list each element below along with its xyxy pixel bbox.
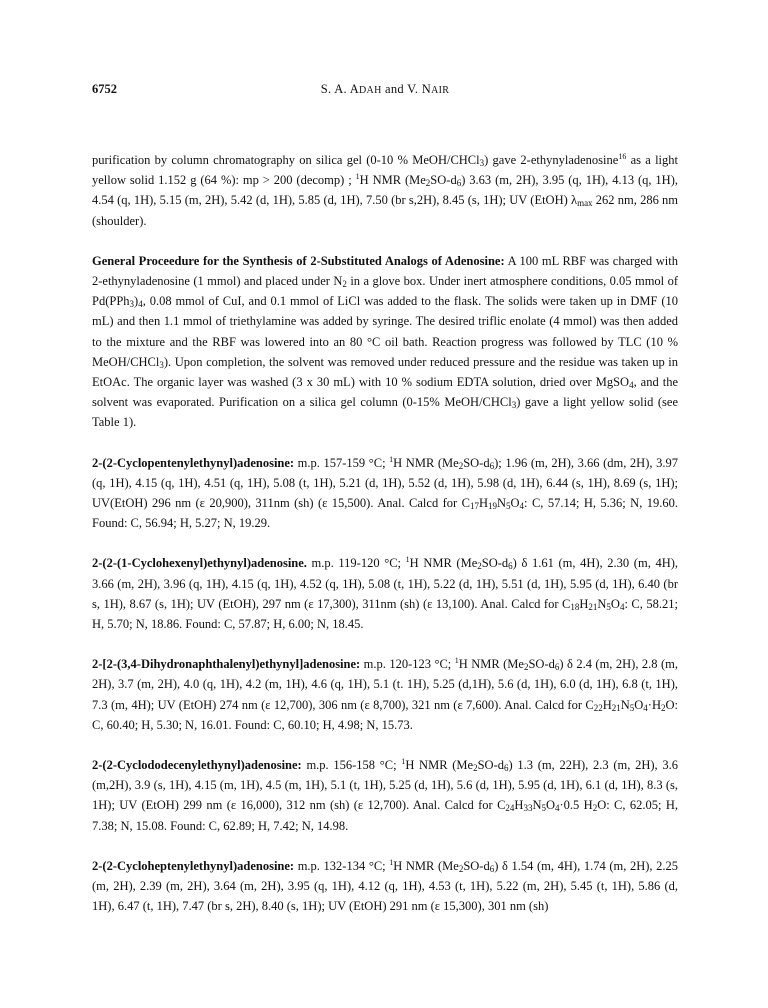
paragraph-cyclododecenylethynyl-adenosine: 2-(2-Cyclododecenylethynyl)adenosine: m.p. 156-158 °C; $^1$H NMR $(Me_2SO-d_6)$ 1.3 (m, 22H), 2.3 (m, 2H), 3.6 (m,2H), 3.9 (s, 1H), 4.15 (m, 1H), 4.5 (m, 1H), 5.1 (t, 1H), 5.25 (d, 1H), 5.6 (d, 1H), 5.95 (d, 1H), 6.1 (d, 1H), 8.3 (s, 1H); UV (EtOH) 299 nm (ε 16,000), 312 nm (sh) (ε 12,700). Anal. Calcd for $C_{24}H_{33}N_5O_4\cdot 0.5$ $H_2O$: C, 62.05; H, 7.38; N, 15.08. Found: C, 62.89; H, 7.42; N, 14.98. xyxy=(92,757,678,833)
paragraph-ethynyladenosine-purification: purification by column chromatography on silica gel (0-10 % MeOH/CHCl$_3$) gave 2-ethynyladenosine$^{16}$ as a light yellow solid 1.152 g (64 %): mp > 200 (decomp) ; $^1$H NMR $(Me_2SO-d_6)$ 3.63 (m, 2H), 3.95 (q, 1H), 4.13 (q, 1H), 4.54 (q, 1H), 5.15 (m, 2H), 5.42 (d, 1H), 5.85 (d, 1H), 7.50 (br s,2H), 8.45 (s, 1H); UV (EtOH) $\lambda_{max}$ 262 nm, 286 nm (shoulder). xyxy=(92,152,679,228)
compound-title: 2-(2-Cyclododecenylethynyl)adenosine: xyxy=(92,758,302,773)
paragraph-dihydronaphthalenylethynyl-adenosine: 2-[2-(3,4-Dihydronaphthalenyl)ethynyl]adenosine: m.p. 120-123 °C; $^1$H NMR $(Me_2SO-d_6)$ δ 2.4 (m, 2H), 2.8 (m, 2H), 3.7 (m, 2H), 4.0 (q, 1H), 4.2 (m, 1H), 4.6 (q, 1H), 5.1 (t. 1H), 5.25 (d,1H), 5.6 (d, 1H), 6.0 (d, 1H), 6.8 (t, 1H), 7.3 (m, 4H); UV (EtOH) 274 nm (ε 12,700), 306 nm (ε 8,700), 321 nm (ε 7,600). Anal. Calcd for $C_{22}H_{21}N_5O_4\cdot H_2O$: C, 60.40; H, 5.30; N, 16.01. Found: C, 60.10; H, 4.98; N, 15.73. xyxy=(92,656,678,732)
section-title: General Proceedure for the Synthesis of 2-Substituted Analogs of Adenosine: xyxy=(92,253,505,268)
compound-title: 2-(2-(1-Cyclohexenyl)ethynyl)adenosine. xyxy=(92,556,307,571)
article-body xyxy=(92,150,678,917)
compound-title: 2-[2-(3,4-Dihydronaphthalenyl)ethynyl]adenosine: xyxy=(92,657,361,672)
paragraph-cyclohexenylethynyl-adenosine: 2-(2-(1-Cyclohexenyl)ethynyl)adenosine. m.p. 119-120 °C; $^1$H NMR $(Me_2SO-d_6)$ δ 1.61 (m, 4H), 2.30 (m, 4H), 3.66 (m, 2H), 3.96 (q, 1H), 4.15 (q, 1H), 4.52 (q, 1H), 5.08 (t, 1H), 5.22 (d, 1H), 5.51 (d, 1H), 5.95 (d, 1H), 6.40 (br s, 1H), 8.67 (s, 1H); UV (EtOH), 297 nm (ε 17,300), 311nm (sh) (ε 13,100). Anal. Calcd for $C_{18}H_{21}N_5O_4$: C, 58.21; H, 5.70; N, 18.86. Found: C, 57.87; H, 6.00; N, 18.45. xyxy=(92,555,679,632)
compound-title: 2-(2-Cycloheptenylethynyl)adenosine: xyxy=(92,858,295,873)
paragraph-cycloheptenylethynyl-adenosine: 2-(2-Cycloheptenylethynyl)adenosine: m.p. 132-134 °C; $^1$H NMR $(Me_2SO-d_6)$ δ 1.54 (m, 4H), 1.74 (m, 2H), 2.25 (m, 2H), 2.39 (m, 2H), 3.64 (m, 2H), 3.95 (q, 1H), 4.12 (q, 1H), 4.53 (t, 1H), 5.22 (m, 2H), 5.45 (t, 1H), 5.86 (d, 1H), 6.47 (t, 1H), 7.47 (br s, 2H), 8.40 (s, 1H); UV (EtOH) 291 nm (ε 15,300), 301 nm (sh) xyxy=(92,857,678,914)
page-number: 6752 xyxy=(92,82,117,96)
compound-title: 2-(2-Cyclopentenylethynyl)adenosine: xyxy=(92,455,295,470)
reference-marker: 16 xyxy=(618,152,627,161)
paragraph-cyclopentenylethynyl-adenosine: 2-(2-Cyclopentenylethynyl)adenosine: m.p. 157-159 °C; $^1$H NMR $(Me_2SO-d_6)$; 1.96 (m, 2H), 3.66 (dm, 2H), 3.97 (q, 1H), 4.15 (q, 1H), 4.51 (q, 1H), 5.08 (t, 1H), 5.21 (d, 1H), 5.52 (d, 1H), 5.98 (d, 1H), 6.44 (s, 1H), 8.69 (s, 1H); UV(EtOH) 296 nm (ε 20,900), 311nm (sh) (ε 15,500). Anal. Calcd for $C_{17}H_{19}N_5O_4$: C, 57.14; H, 5.36; N, 19.60. Found: C, 56.94; H, 5.27; N, 19.29. xyxy=(92,454,678,531)
paragraph-general-procedure: General Proceedure for the Synthesis of 2-Substituted Analogs of Adenosine: A 100 mL RBF was charged with 2-ethynyladenosine (1 mmol) and placed under $N_2$ in a glove box. Under inert atmosphere conditions, 0.05 mmol of $Pd(PPh_3)_4$, 0.08 mmol of CuI, and 0.1 mmol of LiCl was added to the flask. The solids were taken up in DMF (10 mL) and then 1.1 mmol of triethylamine was added by syringe. The desired triflic enolate (4 mmol) was then added to the mixture and the RBF was lowered into an 80 °C oil bath. Reaction progress was followed by TLC (10 % MeOH/CHCl$_3$). Upon completion, the solvent was removed under reduced pressure and the residue was taken up in EtOAc. The organic layer was washed (3 x 30 mL) with 10 % sodium EDTA solution, dried over MgSO$_4$, and the solvent was evaporated. Purification on a silica gel column (0-15% MeOH/CHCl$_3$) gave a light yellow solid (see Table 1). xyxy=(92,253,679,430)
running-head-authors: S. A. ADAH and V. NAIR xyxy=(320,82,450,96)
page-header xyxy=(92,82,678,100)
